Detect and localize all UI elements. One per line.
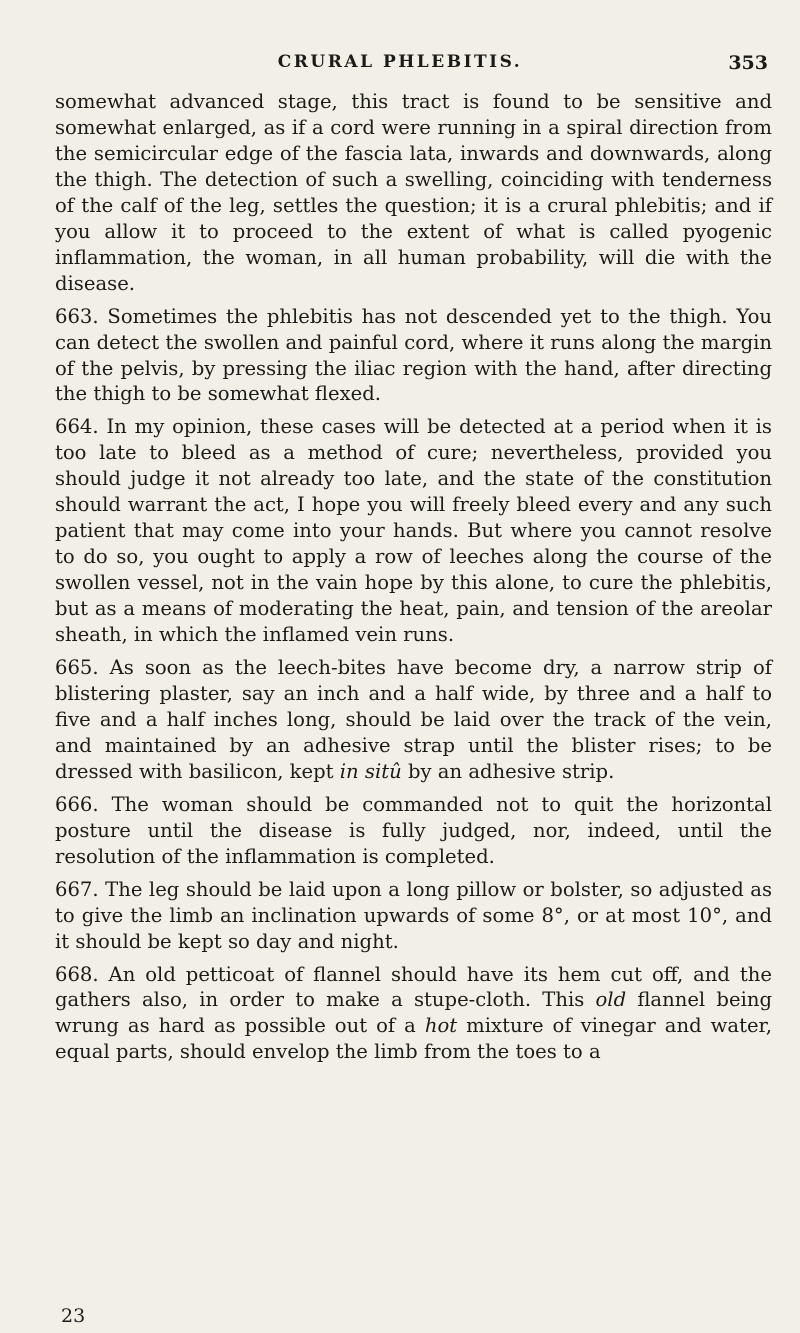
running-title: CRURAL PHLEBITIS. — [277, 52, 523, 72]
paragraph-668-text-1: 668. An old petticoat of flannel should have its hem cut off, and the gathers also, in order to make a stupe-cloth. This — [55, 962, 772, 1012]
paragraph-664: 664. In my opinion, these cases will be detected at a period when it is too late to bleed as a method of cure; nevertheless, provided you should judge it not already too late, and the state of the constitution should warrant the act, I hope you will freely bleed every and any such patient that may come into your hands. But where you cannot resolve to do so, you ought to apply a row of leeches along the course of the swollen vessel, not in the vain hope by this alone, to cure the phlebitis, but as a means of moderating the heat, pain, and tension of the areolar sheath, in which the inflamed vein runs. — [55, 415, 772, 647]
paragraph-665-text-after: by an adhesive strip. — [401, 759, 615, 783]
paragraph-668-italic-2: hot — [424, 1014, 458, 1038]
paragraph-667: 667. The leg should be laid upon a long pillow or bolster, so adjusted as to give the limb an inclination upwards of some 8°, or at most 10°, and it should be kept so day and night. — [55, 877, 772, 953]
paragraph-668-text-2: flannel being wrung as hard as possible out of a — [55, 988, 772, 1038]
paragraph-668-text-3: mixture of vinegar and water, equal parts, should envelop the limb from the toes to a — [55, 1014, 772, 1064]
paragraph-663: 663. Sometimes the phlebitis has not descended yet to the thigh. You can detect the swollen and painful cord, where it runs along the margin of the pelvis, by pressing the iliac region with the hand, after directing the thigh to be somewhat flexed. — [55, 304, 772, 406]
paragraph-668 — [55, 962, 772, 1066]
page-number: 353 — [728, 52, 768, 74]
paragraph-665 — [55, 655, 772, 785]
paragraph-665-italic: in sitû — [339, 759, 402, 783]
signature-mark: 23 — [61, 1305, 86, 1327]
paragraph-665-text-before: 665. As soon as the leech-bites have become dry, a narrow strip of blistering plaster, say an inch and a half wide, by three and a half to five and a half inches long, should be laid over the track of the vein, and maintained by an adhesive strap until the blister rises; to be dressed with basilicon, kept — [55, 656, 772, 783]
paragraph-666: 666. The woman should be commanded not to quit the horizontal posture until the disease is fully judged, nor, indeed, until the resolution of the inflammation is completed. — [55, 792, 772, 868]
body-text — [55, 89, 772, 1065]
paragraph-continuation: somewhat advanced stage, this tract is found to be sensitive and somewhat enlarged, as if a cord were running in a spiral direction from the semicircular edge of the fascia lata, inwards and downwards, along the thigh. The detection of such a swelling, coinciding with tenderness of the calf of the leg, settles the question; it is a crural phlebitis; and if you allow it to proceed to the extent of what is called pyogenic inflammation, the woman, in all human probability, will die with the disease. — [55, 90, 772, 295]
paragraph-668-italic-1: old — [595, 988, 627, 1012]
running-head — [0, 52, 800, 82]
